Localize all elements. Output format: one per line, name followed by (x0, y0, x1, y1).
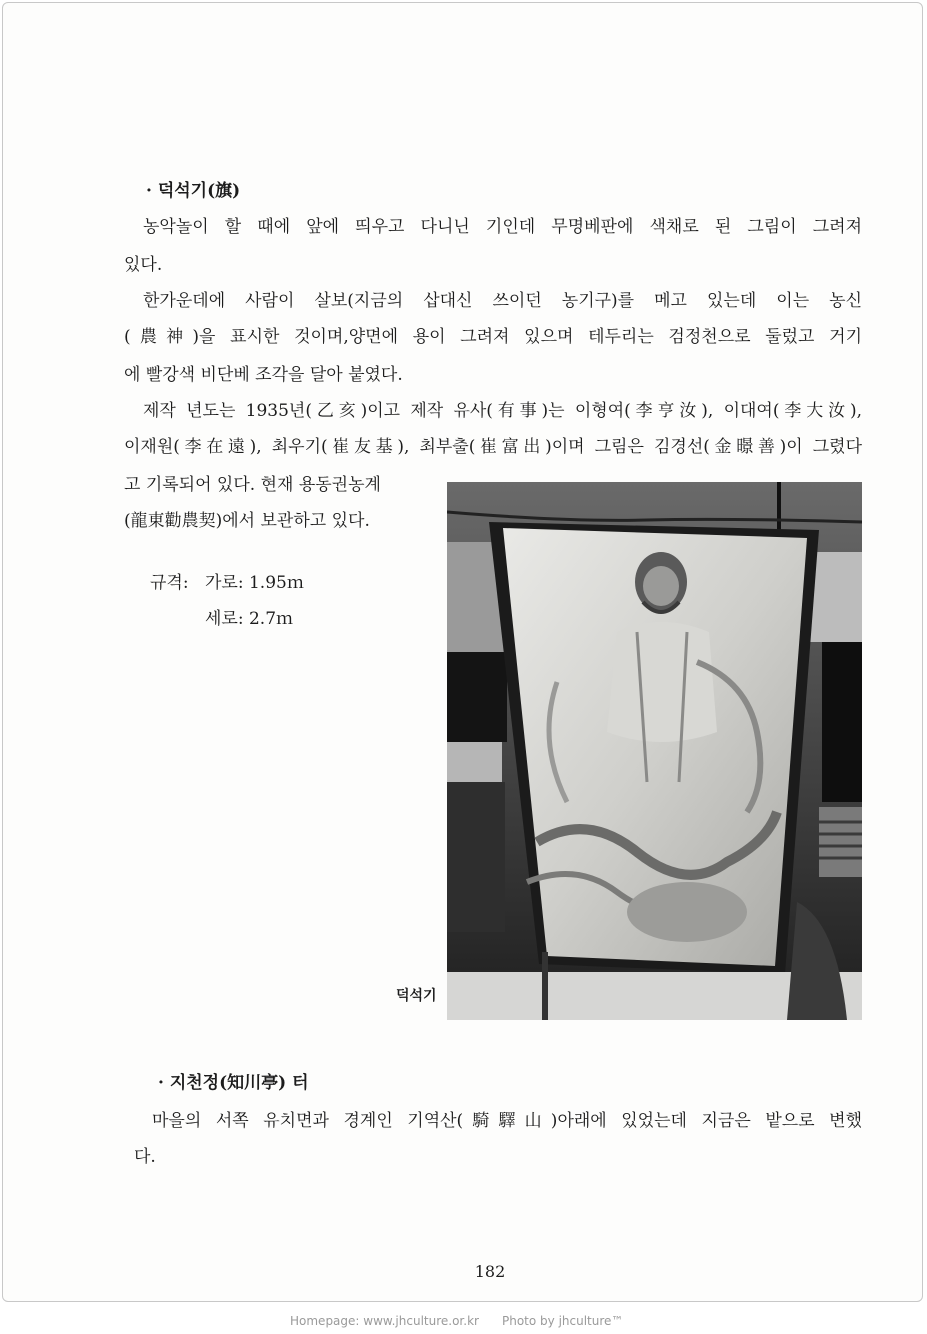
section-heading-jicheonjeong: · 지천정(知川亭) 터 (158, 1073, 309, 1093)
paragraph-line: 다. (134, 1147, 156, 1167)
paragraph-line: 한가운데에 사람이 살보(지금의 삽대신 쓰이던 농기구)를 메고 있는데 이는 농신 (143, 291, 862, 311)
spec-label: 규격: (150, 573, 189, 593)
flag-photo-illustration (447, 482, 862, 1020)
footer-photo-credit: Photo by jhculture™ (502, 1314, 624, 1328)
paragraph-line: 고 기록되어 있다. 현재 용동권농계 (124, 475, 381, 495)
paragraph-line: 에 빨강색 비단베 조각을 달아 붙였다. (124, 365, 403, 385)
photo-caption: 덕석기 (396, 988, 437, 1004)
page-number: 182 (474, 1262, 506, 1281)
footer-homepage: Homepage: www.jhculture.or.kr (290, 1314, 479, 1328)
paragraph-line: (龍東勸農契)에서 보관하고 있다. (124, 511, 370, 531)
spec-height: 세로: 2.7ｍ (205, 609, 294, 629)
paragraph-line: 있다. (124, 255, 163, 275)
paragraph-line: 이재원(李在遠), 최우기(崔友基), 최부출(崔富出)이며 그림은 김경선(金暻善)이 그렸다 (124, 437, 862, 457)
paragraph-line: 농악놀이 할 때에 앞에 띄우고 다니닌 기인데 무명베판에 색채로 된 그림이 그려져 (143, 217, 862, 237)
spec-width: 가로: 1.95ｍ (205, 573, 304, 593)
paragraph-line: 마을의 서쪽 유치면과 경계인 기역산(騎驛山)아래에 있었는데 지금은 밭으로 변했 (152, 1111, 862, 1131)
deokseokgi-photo (447, 482, 862, 1020)
section-heading-deokseokgi: · 덕석기(旗) (146, 181, 241, 201)
paragraph-line: (農神)을 표시한 것이며,양면에 용이 그려져 있으며 테두리는 검정천으로 둘렀고 거기 (124, 327, 862, 347)
paragraph-line: 제작 년도는 1935년(乙亥)이고 제작 유사(有事)는 이형여(李亨汝), 이대여(李大汝), (143, 401, 862, 421)
